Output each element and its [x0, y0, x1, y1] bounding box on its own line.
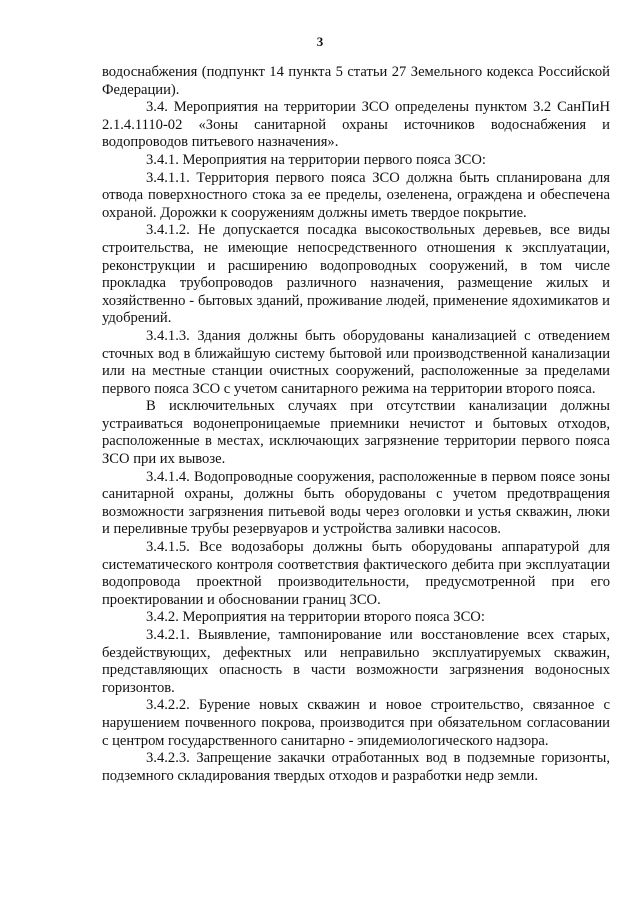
paragraph-3-4-1-1: 3.4.1.1. Территория первого пояса ЗСО должна быть спланирована для отвода поверхностного стока за ее пределы, озеленена, ограждена и обеспечена охраной. Дорожки к сооружениям должны иметь твердое покрытие. — [102, 169, 610, 221]
page-number: 3 — [316, 34, 324, 49]
paragraph-3-4-2-1: 3.4.2.1. Выявление, тампонирование или восстановление всех старых, бездействующих, дефектных или неправильно эксплуатируемых скважин, представляющих опасность в части возможности загрязнения водоносных горизонтов. — [102, 627, 610, 696]
paragraph-3-4-1-3: 3.4.1.3. Здания должны быть оборудованы канализацией с отведением сточных вод в ближайшую систему бытовой или производственной канализации или на местные станции очистных сооружений, расположенные за пределами первого пояса ЗСО с учетом санитарного режима на территории второго пояса. — [102, 327, 610, 397]
paragraph-3-4-1-2: 3.4.1.2. Не допускается посадка высокоствольных деревьев, все виды строительства, не имеющие непосредственного отношения к эксплуатации, реконструкции и расширению водопроводных сооружений, в том числе прокладка трубопроводов различного назначения, размещение жилых и хозяйственно - бытовых зданий, проживание людей, применение ядохимикатов и удобрений. — [102, 222, 610, 327]
paragraph-continuation: водоснабжения (подпункт 14 пункта 5 статьи 27 Земельного кодекса Российской Федерации). — [102, 64, 610, 98]
paragraph-3-4-1-4: 3.4.1.4. Водопроводные сооружения, расположенные в первом поясе зоны санитарной охраны, должны быть оборудованы с учетом предотвращения возможности загрязнения питьевой воды через оголовки и устья скважин, люки и переливные трубы резервуаров и устройства заливки насосов. — [102, 468, 610, 538]
paragraph-3-4: 3.4. Мероприятия на территории ЗСО определены пунктом 3.2 СанПиН 2.1.4.1110-02 «Зоны санитарной охраны источников водоснабжения и водопроводов питьевого назначения». — [102, 99, 610, 151]
document-body — [102, 64, 610, 785]
paragraph-3-4-1-5: 3.4.1.5. Все водозаборы должны быть оборудованы аппаратурой для систематического контроля соответствия фактического дебита при эксплуатации водопровода проектной производительности, предусмотренной при его проектировании и обосновании границ ЗСО. — [102, 539, 610, 608]
paragraph-3-4-2: 3.4.2. Мероприятия на территории второго пояса ЗСО: — [146, 609, 485, 626]
paragraph-exceptional-cases: В исключительных случаях при отсутствии канализации должны устраиваться водонепроницаемые приемники нечистот и бытовых отходов, расположенные в местах, исключающих загрязнение территории первого пояса ЗСО при их вывозе. — [102, 398, 610, 468]
paragraph-3-4-2-3: 3.4.2.3. Запрещение закачки отработанных вод в подземные горизонты, подземного складирования твердых отходов и разработки недр земли. — [102, 750, 610, 784]
paragraph-3-4-2-2: 3.4.2.2. Бурение новых скважин и новое строительство, связанное с нарушением почвенного покрова, производится при обязательном согласовании с центром государственного санитарно - эпидемиологического надзора. — [102, 697, 610, 749]
paragraph-3-4-1: 3.4.1. Мероприятия на территории первого пояса ЗСО: — [146, 151, 486, 168]
